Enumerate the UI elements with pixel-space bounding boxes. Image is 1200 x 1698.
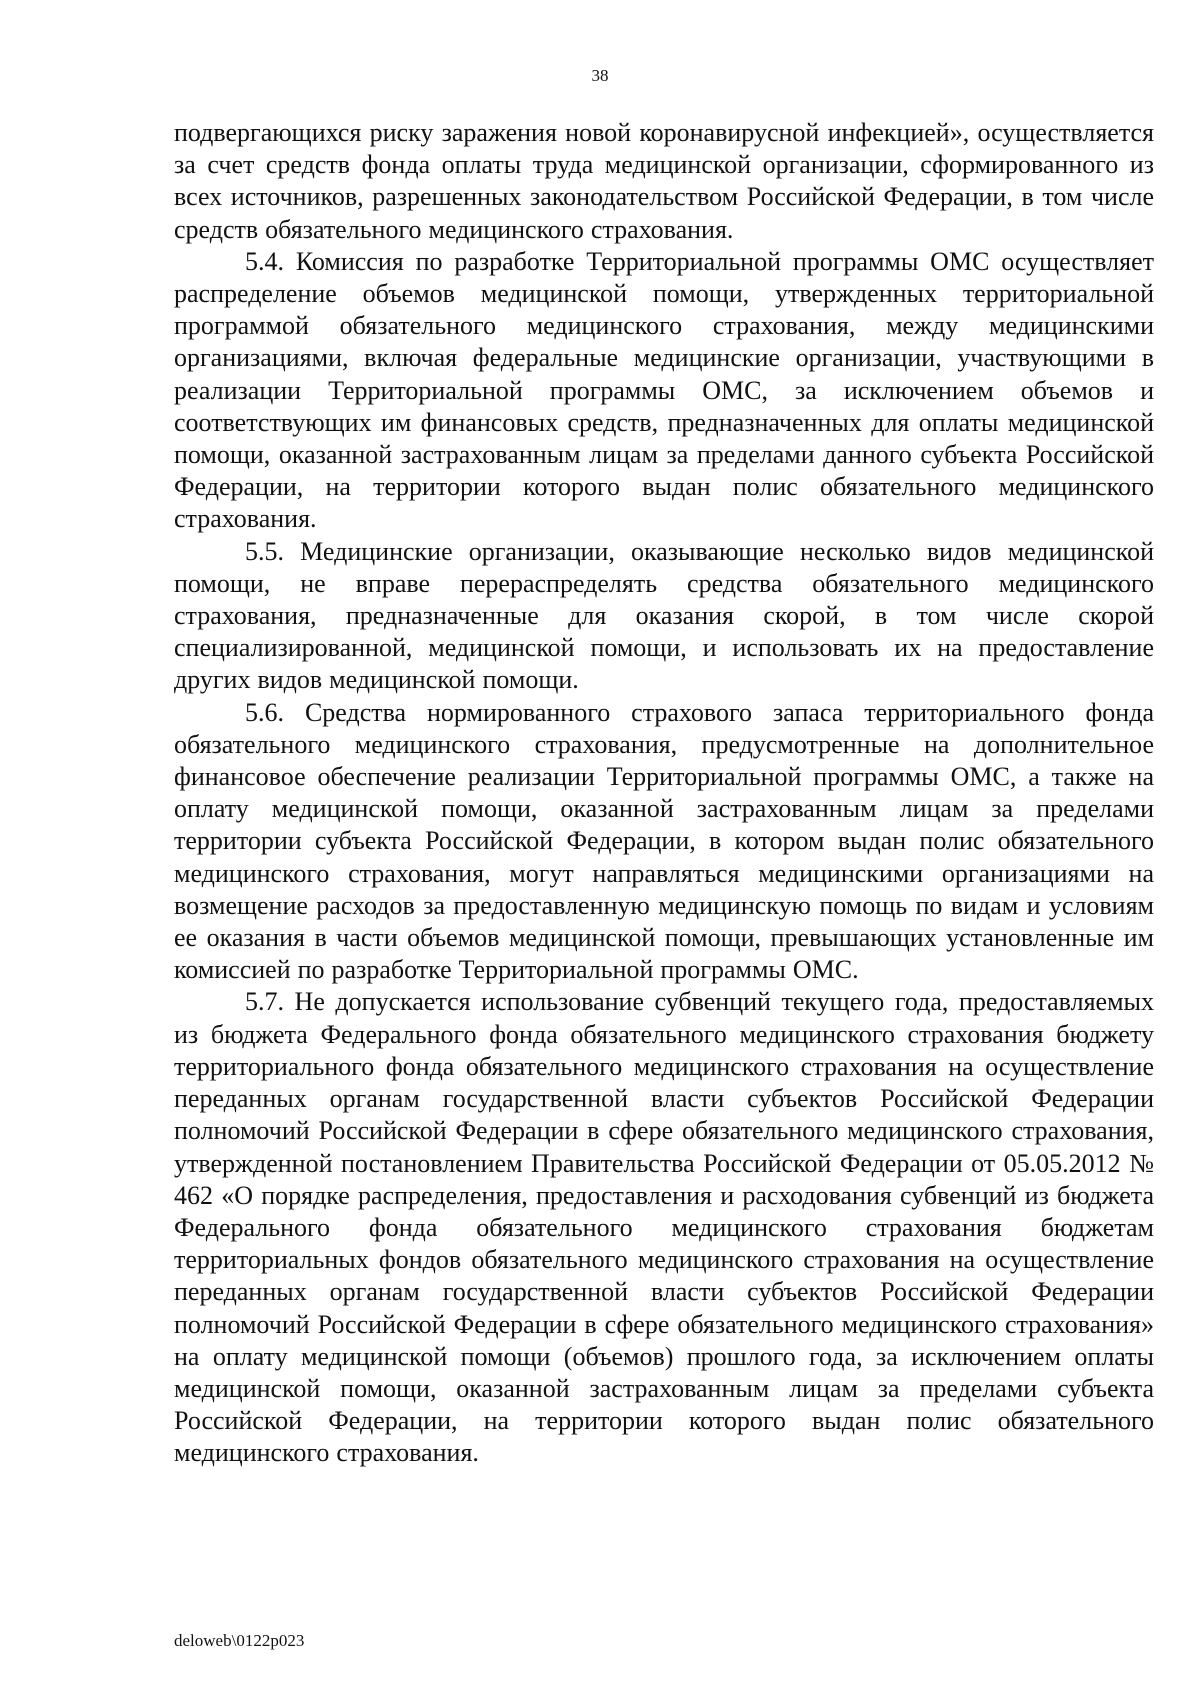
paragraph-5-5: 5.5. Медицинские организации, оказывающие несколько видов медицинской помощи, не вправе перераспределять средства обязательного медицинского страхования, предназначенные для оказания скорой, в том числе скорой специализированной, медицинской помощи, и использовать их на предоставление других видов медицинской помощи. [174, 536, 1154, 695]
paragraph-5-6: 5.6. Средства нормированного страхового запаса территориального фонда обязательного медицинского страхования, предусмотренные на дополнительное финансовое обеспечение реализации Территориальной программы ОМС, а также на оплату медицинской помощи, оказанной застрахованным лицам за пределами территории субъекта Российской Федерации, в котором выдан полис обязательного медицинского страхования, могут направляться медицинскими организациями на возмещение расходов за предоставленную медицинскую помощь по видам и условиям ее оказания в части объемов медицинской помощи, превышающих установленные им комиссией по разработке Территориальной программы ОМС. [174, 697, 1154, 985]
footer-document-code: deloweb\0122p023 [174, 1631, 305, 1650]
paragraph-5-4: 5.4. Комиссия по разработке Территориальной программы ОМС осуществляет распределение объемов медицинской помощи, утвержденных территориальной программой обязательного медицинского страхования, между медицинскими организациями, включая федеральные медицинские организации, участвующими в реализации Территориальной программы ОМС, за исключением объемов и соответствующих им финансовых средств, предназначенных для оплаты медицинской помощи, оказанной застрахованным лицам за пределами данного субъекта Российской Федерации, на территории которого выдан полис обязательного медицинского страхования. [174, 246, 1154, 534]
document-body [174, 117, 1154, 1470]
paragraph-continuation: подвергающихся риску заражения новой коронавирусной инфекцией», осуществляется за счет средств фонда оплаты труда медицинской организации, сформированного из всех источников, разрешенных законодательством Российской Федерации, в том числе средств обязательного медицинского страхования. [174, 118, 1154, 244]
paragraph-5-7: 5.7. Не допускается использование субвенций текущего года, предоставляемых из бюджета Федерального фонда обязательного медицинского страхования бюджету территориального фонда обязательного медицинского страхования на осуществление переданных органам государственной власти субъектов Российской Федерации полномочий Российской Федерации в сфере обязательного медицинского страхования, утвержденной постановлением Правительства Российской Федерации от 05.05.2012 № 462 «О порядке распределения, предоставления и расходования субвенций из бюджета Федерального фонда обязательного медицинского страхования бюджетам территориальных фондов обязательного медицинского страхования на осуществление переданных органам государственной власти субъектов Российской Федерации полномочий Российской Федерации в сфере обязательного медицинского страхования» на оплату медицинской помощи (объемов) прошлого года, за исключением оплаты медицинской помощи, оказанной застрахованным лицам за пределами субъекта Российской Федерации, на территории которого выдан полис обязательного медицинского страхования. [174, 987, 1154, 1468]
page-number: 38 [591, 66, 609, 85]
